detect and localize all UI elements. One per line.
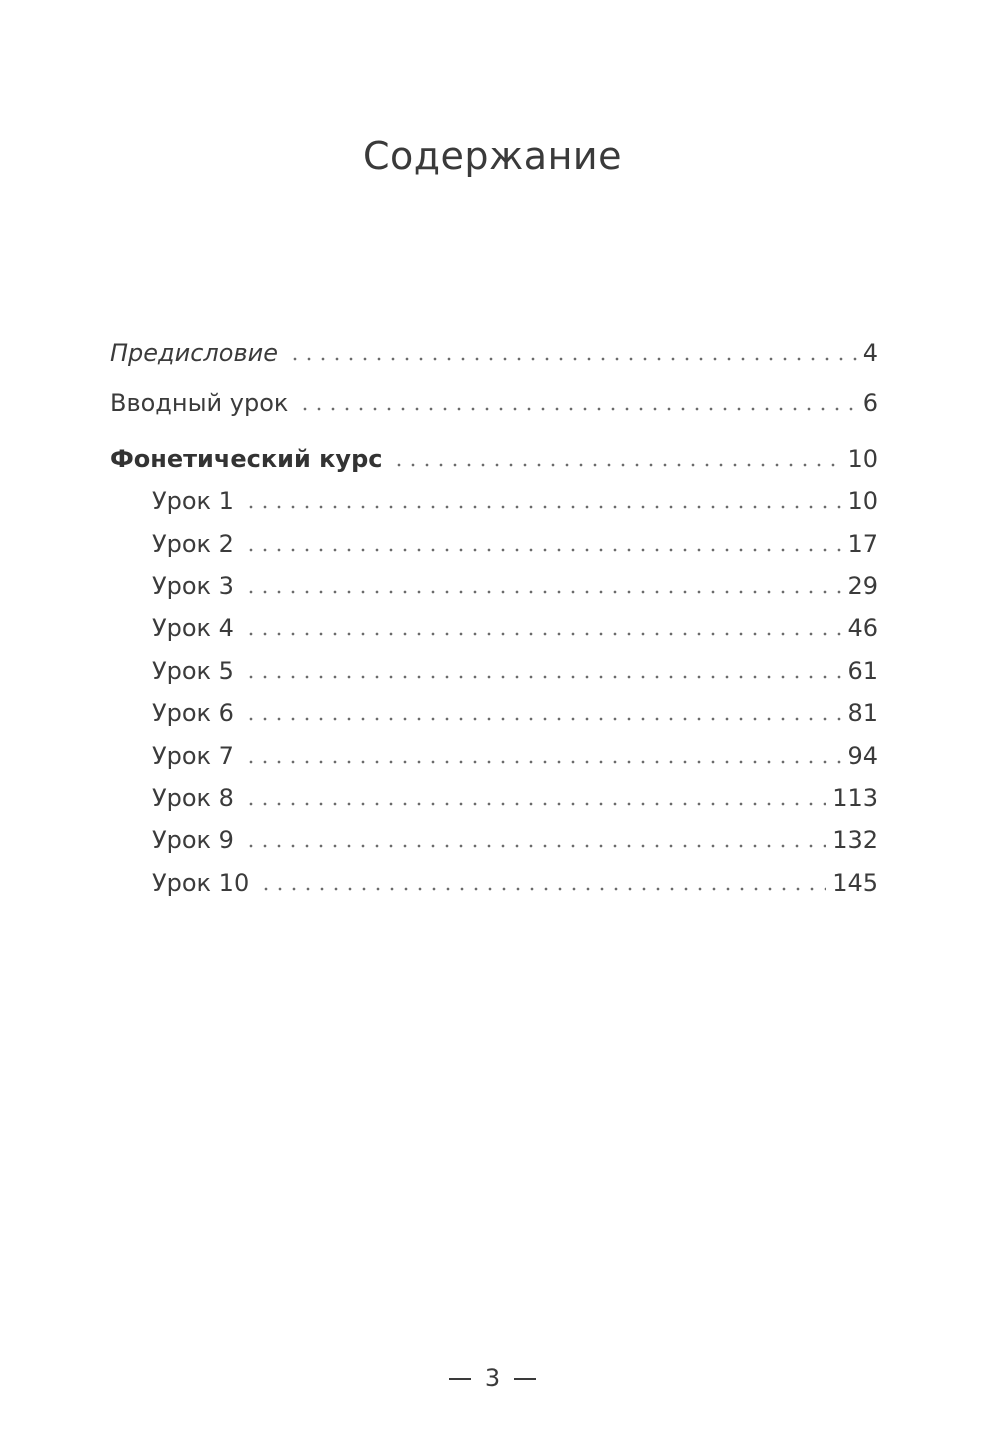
toc-entry-page: 81 — [847, 699, 878, 727]
toc-section-title: Фонетический курс — [110, 445, 383, 473]
toc-entry-title: Вводный урок — [110, 389, 289, 417]
toc-entry-lesson-9[interactable] — [152, 825, 878, 855]
toc-entry-lesson-5[interactable] — [152, 656, 878, 686]
toc-entry-title: Урок 6 — [152, 699, 234, 727]
toc-entry-preface[interactable] — [110, 338, 878, 368]
dot-leader — [244, 505, 842, 509]
toc-entry-page: 113 — [832, 784, 878, 812]
dot-leader — [244, 675, 842, 679]
em-dash-right — [514, 1378, 536, 1380]
toc-entry-lesson-3[interactable] — [152, 571, 878, 601]
dot-leader — [288, 357, 857, 361]
dot-leader — [244, 548, 842, 552]
em-dash-left — [449, 1378, 471, 1380]
toc-entry-title: Урок 9 — [152, 826, 234, 854]
dot-leader — [244, 590, 842, 594]
toc-entry-lesson-1[interactable] — [152, 486, 878, 516]
page-number: 3 — [484, 1364, 501, 1392]
toc-entry-page: 17 — [847, 530, 878, 558]
toc-entry-title: Урок 8 — [152, 784, 234, 812]
toc-entry-lesson-2[interactable] — [152, 529, 878, 559]
dot-leader — [298, 407, 856, 411]
toc-entry-lesson-7[interactable] — [152, 741, 878, 771]
toc-entry-title: Урок 5 — [152, 657, 234, 685]
toc-entry-title: Урок 10 — [152, 869, 250, 897]
toc-entry-page: 132 — [832, 826, 878, 854]
dot-leader — [244, 632, 842, 636]
toc-entry-page: 29 — [847, 572, 878, 600]
toc-entry-title: Урок 1 — [152, 487, 234, 515]
toc-entry-page: 6 — [862, 389, 878, 417]
toc-entry-title: Урок 3 — [152, 572, 234, 600]
page-number-footer — [0, 1364, 985, 1392]
toc-entry-lesson-10[interactable] — [152, 868, 878, 898]
dot-leader — [244, 802, 826, 806]
toc-entry-page: 10 — [847, 487, 878, 515]
toc-entry-phonetic-course[interactable] — [110, 444, 878, 474]
toc-entry-page: 145 — [832, 869, 878, 897]
dot-leader — [392, 463, 841, 467]
toc-entry-page: 94 — [847, 742, 878, 770]
dot-leader — [244, 760, 842, 764]
toc-entry-title: Урок 7 — [152, 742, 234, 770]
toc-entry-title: Урок 4 — [152, 614, 234, 642]
toc-entry-intro-lesson[interactable] — [110, 388, 878, 418]
page-title: Содержание — [363, 134, 622, 178]
toc-entry-page: 61 — [847, 657, 878, 685]
toc-entry-title: Предисловие — [110, 339, 278, 367]
toc-entry-page: 4 — [862, 339, 878, 367]
toc-entry-lesson-8[interactable] — [152, 783, 878, 813]
toc-entry-lesson-6[interactable] — [152, 698, 878, 728]
dot-leader — [244, 844, 826, 848]
toc-entry-title: Урок 2 — [152, 530, 234, 558]
dot-leader — [244, 717, 842, 721]
toc-entry-page: 46 — [847, 614, 878, 642]
toc-entry-lesson-4[interactable] — [152, 613, 878, 643]
dot-leader — [259, 887, 826, 891]
toc-entry-page: 10 — [847, 445, 878, 473]
